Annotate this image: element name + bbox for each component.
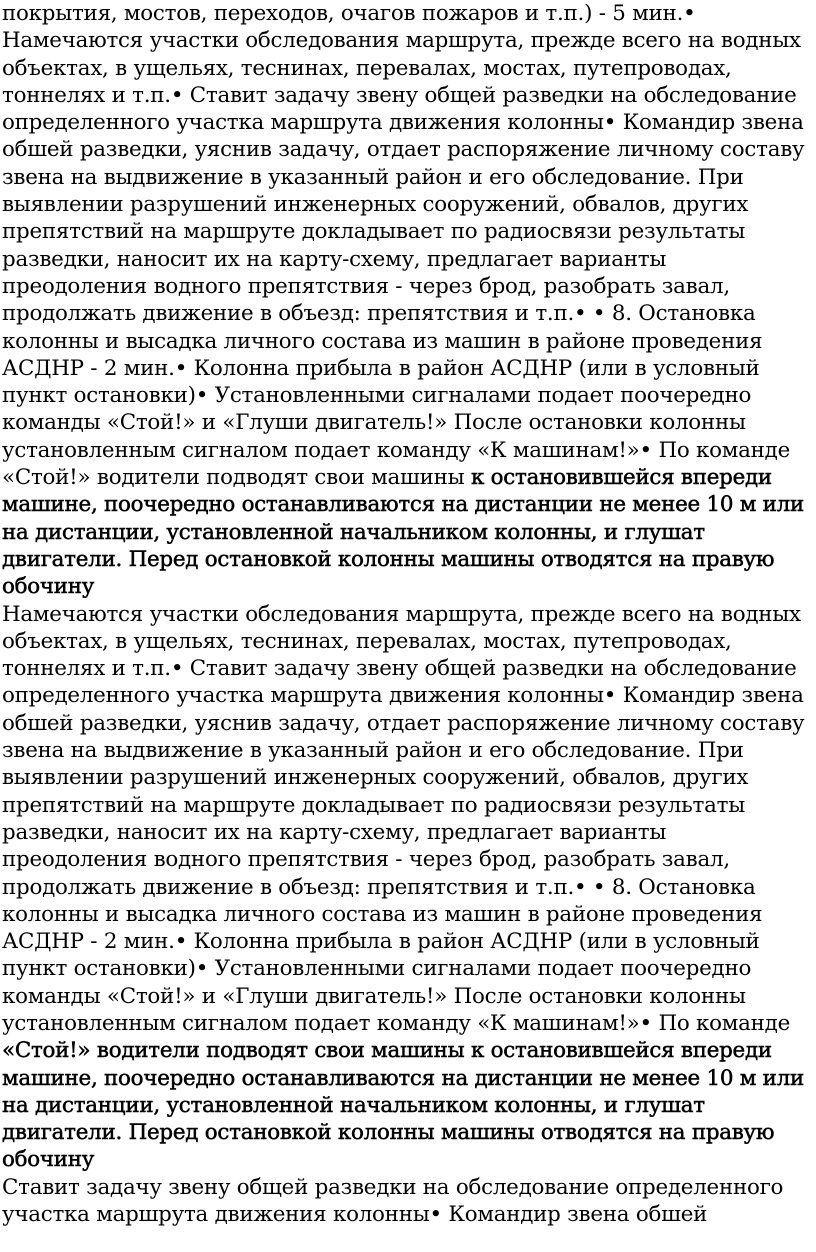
paragraph-3 (2, 1174, 816, 1229)
paragraph-3-text: Ставит задачу звену общей разведки на обследование определенного участка маршрута движения колонны• Командир звена обшей (2, 1174, 784, 1228)
paragraph-1-emphasis: к остановившейся впереди машине, поочередно останавливаются на дистанции не менее 10 м или на дистанции, установленной начальником колонны, и глушат двигатели. Перед остановкой колонны машины отводятся на правую обочину (2, 465, 805, 600)
paragraph-2-text: Намечаются участки обследования маршрута, прежде всего на водных объектах, в ущельях, теснинах, перевалах, мостах, путепроводах, тоннелях и т.п.• Ставит задачу звену общей разведки на обследование определенного участка маршрута движения колонны• Командир звена обшей разведки, уяснив задачу, отдает распоряжение личному составу звена на выдвижение в указанный район и его обследование. При выявлении разрушений инженерных сооружений, обвалов, других препятствий на маршруте докладывает по радиосвязи результаты разведки, наносит их на карту-схему, предлагает варианты преодоления водного препятствия - через брод, разобрать завал, продолжать движение в объезд: препятствия и т.п.• • 8. Остановка колонны и высадка личного состава из машин в районе проведения АСДНР - 2 мин.• Колонна прибыла в район АСДНР (или в условный пункт остановки)• Установленными сигналами подает поочередно команды «Стой!» и «Глуши двигатель!» После остановки колонны установленным сигналом подает команду «К машинам!»• По команде (2, 601, 805, 1036)
paragraph-1 (2, 0, 816, 601)
paragraph-2-emphasis: «Стой!» водители подводят свои машины к остановившейся впереди машине, поочередно останавливаются на дистанции не менее 10 м или на дистанции, установленной начальником колонны, и глушат двигатели. Перед остановкой колонны машины отводятся на правую обочину (2, 1038, 805, 1173)
paragraph-2 (2, 601, 816, 1174)
document-page (2, 0, 816, 1228)
paragraph-1-text: покрытия, мостов, переходов, очагов пожаров и т.п.) - 5 мин.• Намечаются участки обследования маршрута, прежде всего на водных объектах, в ущельях, теснинах, перевалах, мостах, путепроводах, тоннелях и т.п.• Ставит задачу звену общей разведки на обследование определенного участка маршрута движения колонны• Командир звена обшей разведки, уяснив задачу, отдает распоряжение личному составу звена на выдвижение в указанный район и его обследование. При выявлении разрушений инженерных сооружений, обвалов, других препятствий на маршруте докладывает по радиосвязи результаты разведки, наносит их на карту-схему, предлагает варианты преодоления водного препятствия - через брод, разобрать завал, продолжать движение в объезд: препятствия и т.п.• • 8. Остановка колонны и высадка личного состава из машин в районе проведения АСДНР - 2 мин.• Колонна прибыла в район АСДНР (или в условный пункт остановки)• Установленными сигналами подает поочередно команды «Стой!» и «Глуши двигатель!» После остановки колонны установленным сигналом подает команду «К машинам!»• По команде «Стой!» водители подводят свои машины (2, 1, 805, 491)
